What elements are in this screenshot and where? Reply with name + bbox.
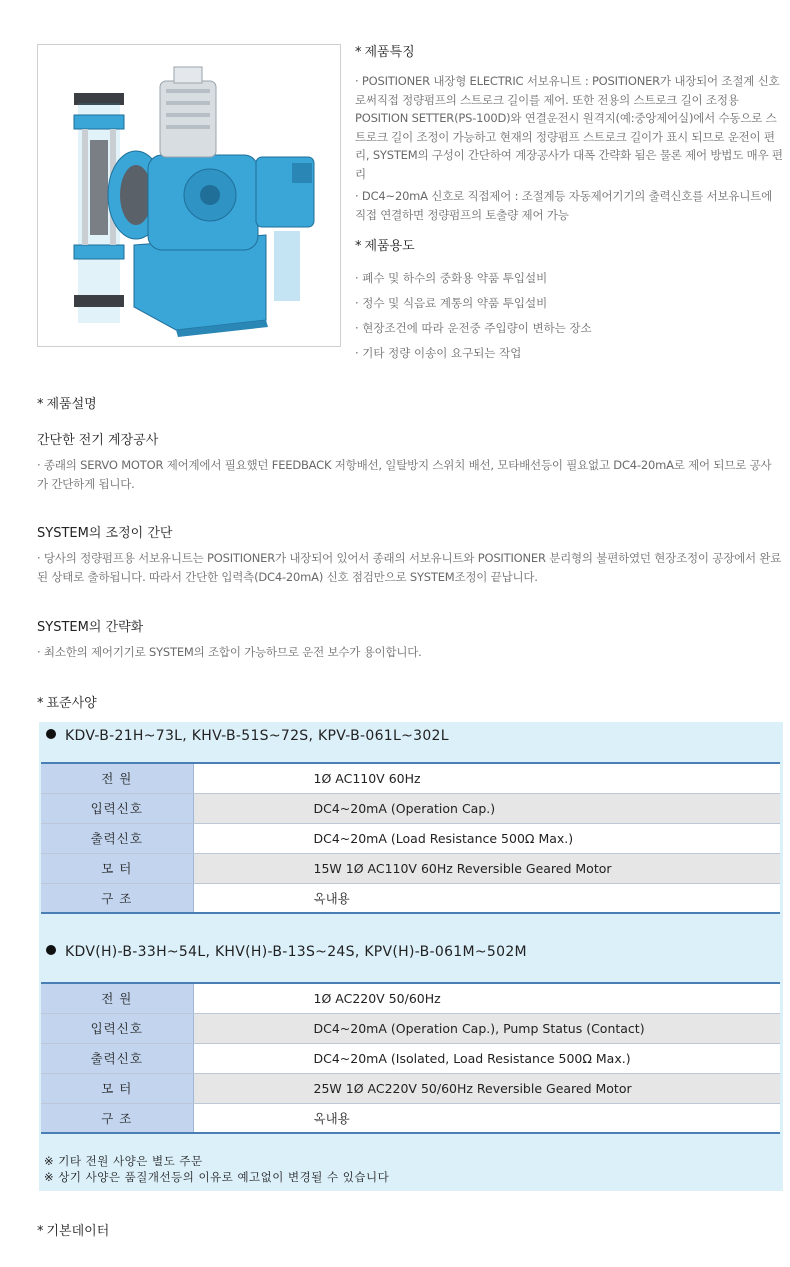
table-row: 입력신호 DC4~20mA (Operation Cap.), Pump Status (Contact) xyxy=(41,1013,780,1043)
bullet-icon xyxy=(46,945,56,955)
features-column xyxy=(355,44,785,366)
table-row: 구 조 옥내용 xyxy=(41,1103,780,1133)
table-row: 출력신호 DC4~20mA (Isolated, Load Resistance 500Ω Max.) xyxy=(41,1043,780,1073)
description-heading: SYSTEM의 간략화 xyxy=(37,620,144,635)
uses-list xyxy=(355,266,785,366)
feature-paragraph: · POSITIONER 내장형 ELECTRIC 서보유니트 : POSITIONER가 내장되어 조절계 신호로써직접 정량펌프의 스트로크 길이를 제어. 또한 전용의 스트로크 길이 조정용 POSITION SETTER(PS-100D)와 연결운전시 원격지(예:중앙제어실)에서 수동으로 스트로크 길이 조정이 가능하고 현재의 정량펌프 스트로크 길이가 표시 되므로 운전이 편리, SYSTEM의 구성이 간단하여 계장공사가 대폭 간략화 됨은 물론 제어 방법도 매우 편리 xyxy=(355,74,783,181)
table-row: 모 터 25W 1Ø AC220V 50/60Hz Reversible Geared Motor xyxy=(41,1073,780,1103)
spec-panel xyxy=(39,722,783,1191)
spec-note: ※ 기타 전원 사양은 별도 주문 xyxy=(44,1154,203,1168)
description-heading: 간단한 전기 계장공사 xyxy=(37,433,159,448)
description-title: * 제품설명 xyxy=(37,397,97,412)
spec-table xyxy=(41,982,780,1134)
feature-paragraph: · DC4~20mA 신호로 직접제어 : 조절계등 자동제어기기의 출력신호를 서보유니트에 직접 연결하면 정량펌프의 토출량 제어 가능 xyxy=(355,189,773,222)
basic-data-title: * 기본데이터 xyxy=(37,1224,110,1239)
description-block xyxy=(37,525,782,586)
model-heading: KDV(H)-B-33H~54L, KHV(H)-B-13S~24S, KPV(H)-B-061M~502M xyxy=(46,944,527,960)
table-row: 전 원 1Ø AC110V 60Hz xyxy=(41,763,780,793)
uses-title: * 제품용도 xyxy=(355,239,415,254)
table-row: 입력신호 DC4~20mA (Operation Cap.) xyxy=(41,793,780,823)
spec-title: * 표준사양 xyxy=(37,696,97,711)
description-text: · 당사의 정량펌프용 서보유니트는 POSITIONER가 내장되어 있어서 종래의 서보유니트와 POSITIONER 분리형의 불편하였던 현장조정이 공장에서 완료된 상태로 출하됩니다. 따라서 간단한 입력측(DC4-20mA) 신호 점검만으로 SYSTEM조정이 끝납니다. xyxy=(37,551,782,584)
list-item: · 현장조건에 따라 운전중 주입량이 변하는 장소 xyxy=(355,321,592,335)
list-item: · 폐수 및 하수의 중화용 약품 투입설비 xyxy=(355,271,548,285)
description-block xyxy=(37,619,782,662)
model-heading: KDV-B-21H~73L, KHV-B-51S~72S, KPV-B-061L~302L xyxy=(46,728,449,744)
table-row: 출력신호 DC4~20mA (Load Resistance 500Ω Max.) xyxy=(41,823,780,853)
bullet-icon xyxy=(46,729,56,739)
list-item: · 기타 정량 이송이 요구되는 작업 xyxy=(355,346,522,360)
description-block xyxy=(37,432,782,493)
description-text: · 종래의 SERVO MOTOR 제어계에서 필요했던 FEEDBACK 저항배선, 일탈방지 스위치 배선, 모타배선등이 필요없고 DC4-20mA로 제어 되므로 공사가 간단하게 됩니다. xyxy=(37,458,772,491)
metering-pump-illustration xyxy=(38,45,340,346)
description-text: · 최소한의 제어기기로 SYSTEM의 조합이 가능하므로 운전 보수가 용이합니다. xyxy=(37,645,422,659)
table-row: 구 조 옥내용 xyxy=(41,883,780,913)
features-title: * 제품특징 xyxy=(355,45,415,60)
table-row: 전 원 1Ø AC220V 50/60Hz xyxy=(41,983,780,1013)
description-heading: SYSTEM의 조정이 간단 xyxy=(37,526,173,541)
spec-table xyxy=(41,762,780,914)
list-item: · 정수 및 식음료 계통의 약품 투입설비 xyxy=(355,296,548,310)
table-row: 모 터 15W 1Ø AC110V 60Hz Reversible Geared Motor xyxy=(41,853,780,883)
spec-note: ※ 상기 사양은 품질개선등의 이유로 예고없이 변경될 수 있습니다 xyxy=(44,1170,390,1184)
product-photo xyxy=(37,44,341,347)
